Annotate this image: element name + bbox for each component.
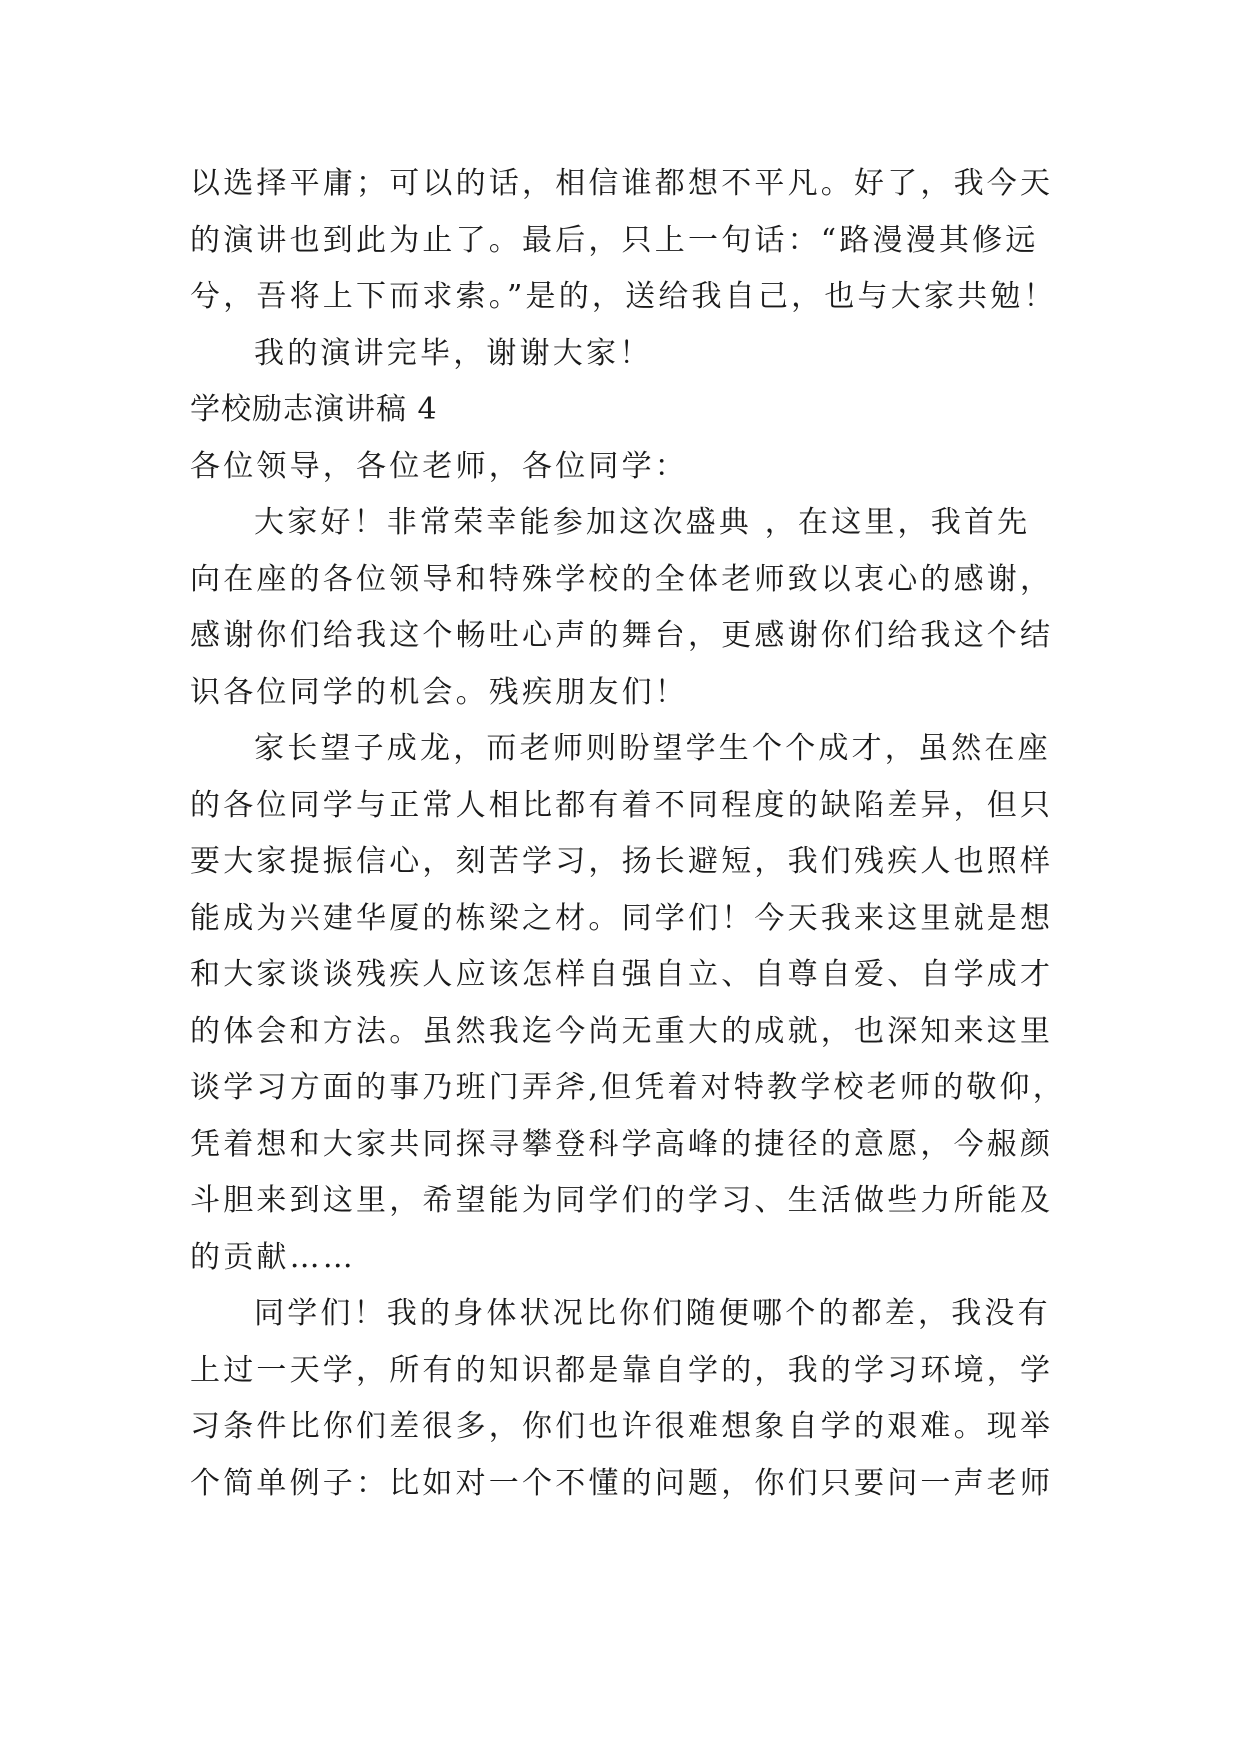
text-line: 能成为兴建华厦的栋梁之材。同学们！今天我来这里就是想	[190, 900, 1054, 936]
text-line: 我的演讲完毕，谢谢大家！	[254, 335, 653, 371]
text-line: 家长望子成龙，而老师则盼望学生个个成才，虽然在座	[254, 731, 1051, 766]
salutation: 各位领导，各位老师，各位同学：	[190, 448, 688, 484]
text-line: 向在座的各位领导和特殊学校的全体老师致以衷心的感谢，	[190, 561, 1054, 597]
text-line: 谈学习方面的事乃班门弄斧,但凭着对特教学校老师的敬仰，	[190, 1070, 1066, 1105]
text-line: 的体会和方法。虽然我迄今尚无重大的成就，也深知来这里	[190, 1013, 1054, 1049]
text-line: 和大家谈谈残疾人应该怎样自强自立、自尊自爱、自学成才	[190, 957, 1054, 992]
document-body	[190, 156, 1070, 1512]
text-line: 斗胆来到这里，希望能为同学们的学习、生活做些力所能及	[190, 1183, 1054, 1218]
text-line: 要大家提振信心，刻苦学习，扬长避短，我们残疾人也照样	[190, 844, 1054, 879]
text-line: 上过一天学，所有的知识都是靠自学的，我的学习环境，学	[190, 1352, 1054, 1388]
text-line: 大家好！非常荣幸能参加这次盛典 ，在这里，我首先	[254, 505, 1031, 540]
text-line: 的演讲也到此为止了。最后，只上一句话：“路漫漫其修远	[190, 222, 1039, 258]
text-line: 同学们！我的身体状况比你们随便哪个的都差，我没有	[254, 1296, 1051, 1331]
text-line: 感谢你们给我这个畅吐心声的舞台，更感谢你们给我这个结	[190, 618, 1054, 653]
section-title: 学校励志演讲稿 4	[190, 392, 438, 427]
text-line: 习条件比你们差很多，你们也许很难想象自学的艰难。现举	[190, 1409, 1054, 1444]
text-line: 的各位同学与正常人相比都有着不同程度的缺陷差异，但只	[190, 787, 1054, 823]
text-line: 兮，吾将上下而求索。”是的，送给我自己，也与大家共勉！	[190, 279, 1057, 314]
text-line: 以选择平庸；可以的话，相信谁都想不平凡。好了，我今天	[190, 166, 1054, 201]
text-line: 识各位同学的机会。残疾朋友们！	[190, 674, 688, 710]
text-line: 的贡献……	[190, 1239, 356, 1275]
text-line: 凭着想和大家共同探寻攀登科学高峰的捷径的意愿，今赧颜	[190, 1126, 1054, 1162]
text-line: 个简单例子：比如对一个不懂的问题，你们只要问一声老师	[190, 1465, 1054, 1501]
